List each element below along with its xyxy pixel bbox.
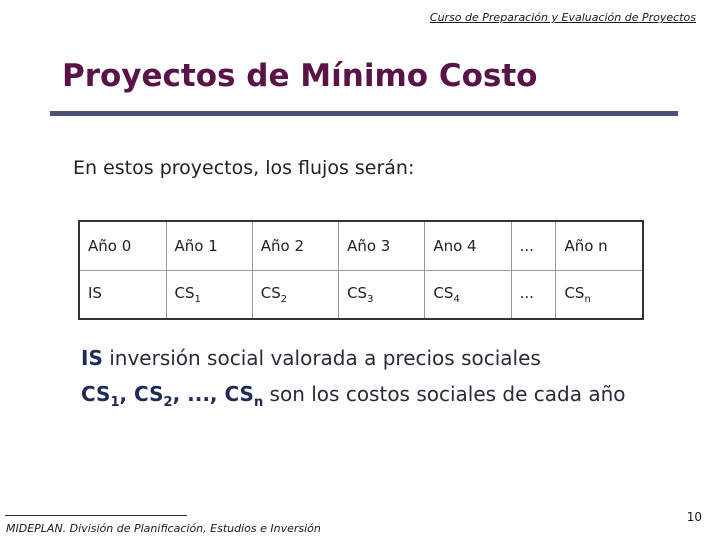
flow-base: CS <box>564 283 585 302</box>
flow-cell <box>252 270 338 319</box>
flow-cell <box>166 270 252 319</box>
flow-base: CS <box>347 283 368 302</box>
cs-sub: 2 <box>163 395 173 410</box>
flow-sub: 2 <box>280 293 288 305</box>
cs-base: , ..., CS <box>172 382 254 406</box>
year-cell: Año n <box>556 221 643 270</box>
title-divider <box>50 111 678 116</box>
flow-cell <box>556 270 643 319</box>
flow-sub: n <box>584 293 591 305</box>
flow-cell <box>511 270 556 319</box>
cs-base: CS <box>81 382 111 406</box>
page-number: 10 <box>686 510 702 524</box>
flow-base: CS <box>174 283 195 302</box>
year-cell: ... <box>511 221 556 270</box>
legend-cs-text: son los costos sociales de cada año <box>263 382 626 406</box>
flow-cell <box>79 270 166 319</box>
cs-sub: 1 <box>110 395 120 410</box>
table-row-flows <box>79 270 643 319</box>
year-cell: Ano 4 <box>425 221 511 270</box>
slide-title: Proyectos de Mínimo Costo <box>62 58 538 94</box>
legend-cs-definition <box>81 382 626 410</box>
intro-text: En estos proyectos, los flujos serán: <box>73 157 415 179</box>
flow-sub: 3 <box>367 293 374 305</box>
footer-text: MIDEPLAN. División de Planificación, Estudios e Inversión <box>6 522 321 535</box>
flow-base: CS <box>433 283 454 302</box>
year-cell: Año 3 <box>339 221 425 270</box>
flow-sub: 4 <box>453 293 460 305</box>
year-cell: Año 2 <box>252 221 338 270</box>
course-header: Curso de Preparación y Evaluación de Proyectos <box>429 11 696 24</box>
flow-cell <box>425 270 511 319</box>
table-row-years <box>79 221 643 270</box>
flow-base: IS <box>88 283 102 302</box>
flow-base: CS <box>260 283 281 302</box>
legend-term-cs <box>81 382 264 410</box>
legend-term-is: IS <box>81 346 103 370</box>
flow-sub: 1 <box>194 293 201 305</box>
legend-is-text: inversión social valorada a precios sociales <box>102 346 541 370</box>
flow-cell <box>339 270 425 319</box>
year-cell: Año 1 <box>166 221 252 270</box>
footer-divider <box>5 515 187 516</box>
cash-flow-table <box>78 220 644 320</box>
year-cell: Año 0 <box>79 221 166 270</box>
cs-sub: n <box>253 395 264 410</box>
legend-is-definition <box>81 346 541 370</box>
flow-base: ... <box>519 283 534 302</box>
cs-base: , CS <box>119 382 164 406</box>
